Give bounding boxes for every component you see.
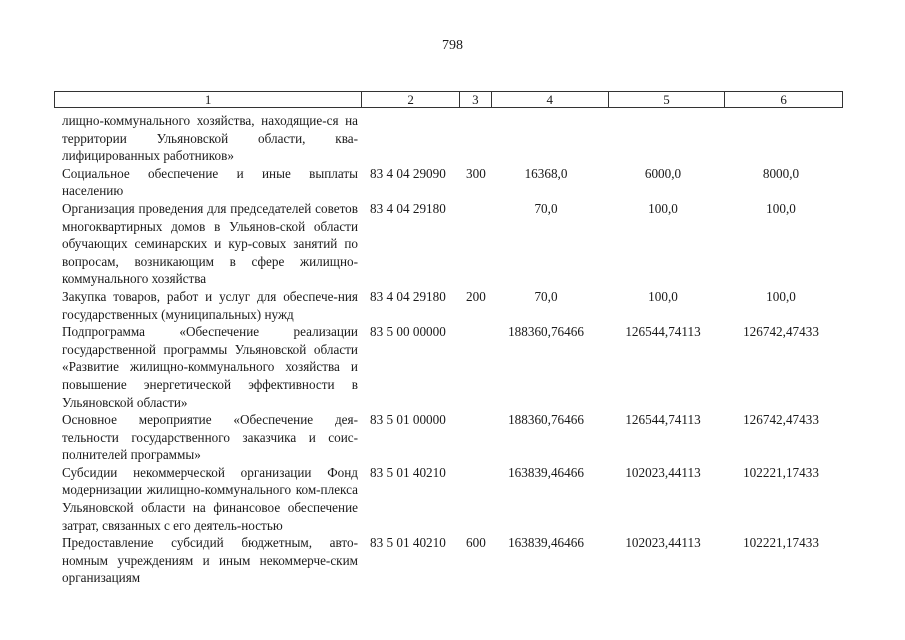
row-value-col4: 188360,76466 — [508, 412, 584, 428]
row-value-col5: 100,0 — [648, 288, 678, 304]
row-description: Закупка товаров, работ и услуг для обеспече-ния государственных (муниципальных) нужд — [62, 288, 358, 322]
row-value-col4: 188360,76466 — [508, 324, 584, 340]
row-code: 83 4 04 29180 — [370, 200, 446, 216]
header-col-6: 6 — [780, 92, 787, 107]
page-number: 798 — [442, 38, 463, 53]
row-value-col4: 163839,46466 — [508, 535, 584, 551]
row-code: 83 4 04 29090 — [370, 165, 446, 181]
table-row — [0, 534, 905, 587]
row-code: 83 5 01 40210 — [370, 464, 446, 480]
row-value-col5: 126544,74113 — [625, 412, 701, 428]
table-header — [54, 91, 843, 108]
table-row — [0, 411, 905, 464]
table-body — [0, 112, 905, 587]
table-row — [0, 464, 905, 534]
row-value-col5: 102023,44113 — [625, 464, 701, 480]
header-col-2: 2 — [362, 92, 460, 107]
row-description: Основное мероприятие «Обеспечение дея-тельности государственного заказчика и соис-полнителей программы» — [62, 412, 358, 463]
row-value-col6: 8000,0 — [762, 165, 800, 181]
table-row — [0, 288, 905, 323]
header-col-1: 1 — [55, 92, 362, 107]
header-col-4: 4 — [492, 92, 609, 107]
row-value-col4: 163839,46466 — [508, 464, 584, 480]
row-value-col4: 70,0 — [534, 288, 558, 304]
row-code: 83 5 00 00000 — [370, 324, 446, 340]
row-description: Субсидии некоммерческой организации Фонд модернизации жилищно-коммунального ком-плекса Ульяновской области на финансовое обеспечение затрат, связанных с его деятель-ностью — [62, 464, 358, 533]
row-value-col6: 102221,17433 — [743, 464, 819, 480]
header-col-3: 3 — [460, 92, 492, 107]
table-row — [0, 323, 905, 411]
row-code: 83 5 01 40210 — [370, 535, 446, 551]
row-description: лищно-коммунального хозяйства, находящие-ся на территории Ульяновской области, ква-лифицированных работников» — [62, 113, 358, 164]
row-value-col5: 6000,0 — [644, 165, 682, 181]
row-value-col4: 16368,0 — [524, 165, 568, 181]
row-value-col6: 100,0 — [766, 200, 796, 216]
table-row — [0, 200, 905, 288]
row-description: Социальное обеспечение и иные выплаты населению — [62, 165, 358, 199]
row-description: Подпрограмма «Обеспечение реализации государственной программы Ульяновской области «Развитие жилищно-коммунального хозяйства и повышение энергетической эффективности в Ульяновской области» — [62, 324, 358, 410]
row-value-col5: 126544,74113 — [625, 324, 701, 340]
row-description: Организация проведения для председателей советов многоквартирных домов в Ульянов-ской области обучающих семинарских и кур-совых занятий по вопросам, возникающим в сфере жилищно-коммунального хозяйства — [62, 200, 358, 287]
row-value-col5: 102023,44113 — [625, 535, 701, 551]
row-value-col6: 126742,47433 — [743, 412, 819, 428]
row-value-col6: 102221,17433 — [743, 535, 819, 551]
row-code: 83 5 01 00000 — [370, 412, 446, 428]
row-expense-type: 200 — [466, 288, 486, 304]
row-value-col5: 100,0 — [648, 200, 678, 216]
row-code: 83 4 04 29180 — [370, 288, 446, 304]
header-col-5: 5 — [609, 92, 726, 107]
row-expense-type: 600 — [466, 535, 486, 551]
table-row — [0, 112, 905, 165]
row-value-col6: 126742,47433 — [743, 324, 819, 340]
row-expense-type: 300 — [466, 165, 486, 181]
row-value-col4: 70,0 — [534, 200, 558, 216]
row-value-col6: 100,0 — [766, 288, 796, 304]
table-row — [0, 165, 905, 200]
row-description: Предоставление субсидий бюджетным, авто-номным учреждениям и иным некоммерче-ским организациям — [62, 535, 358, 586]
